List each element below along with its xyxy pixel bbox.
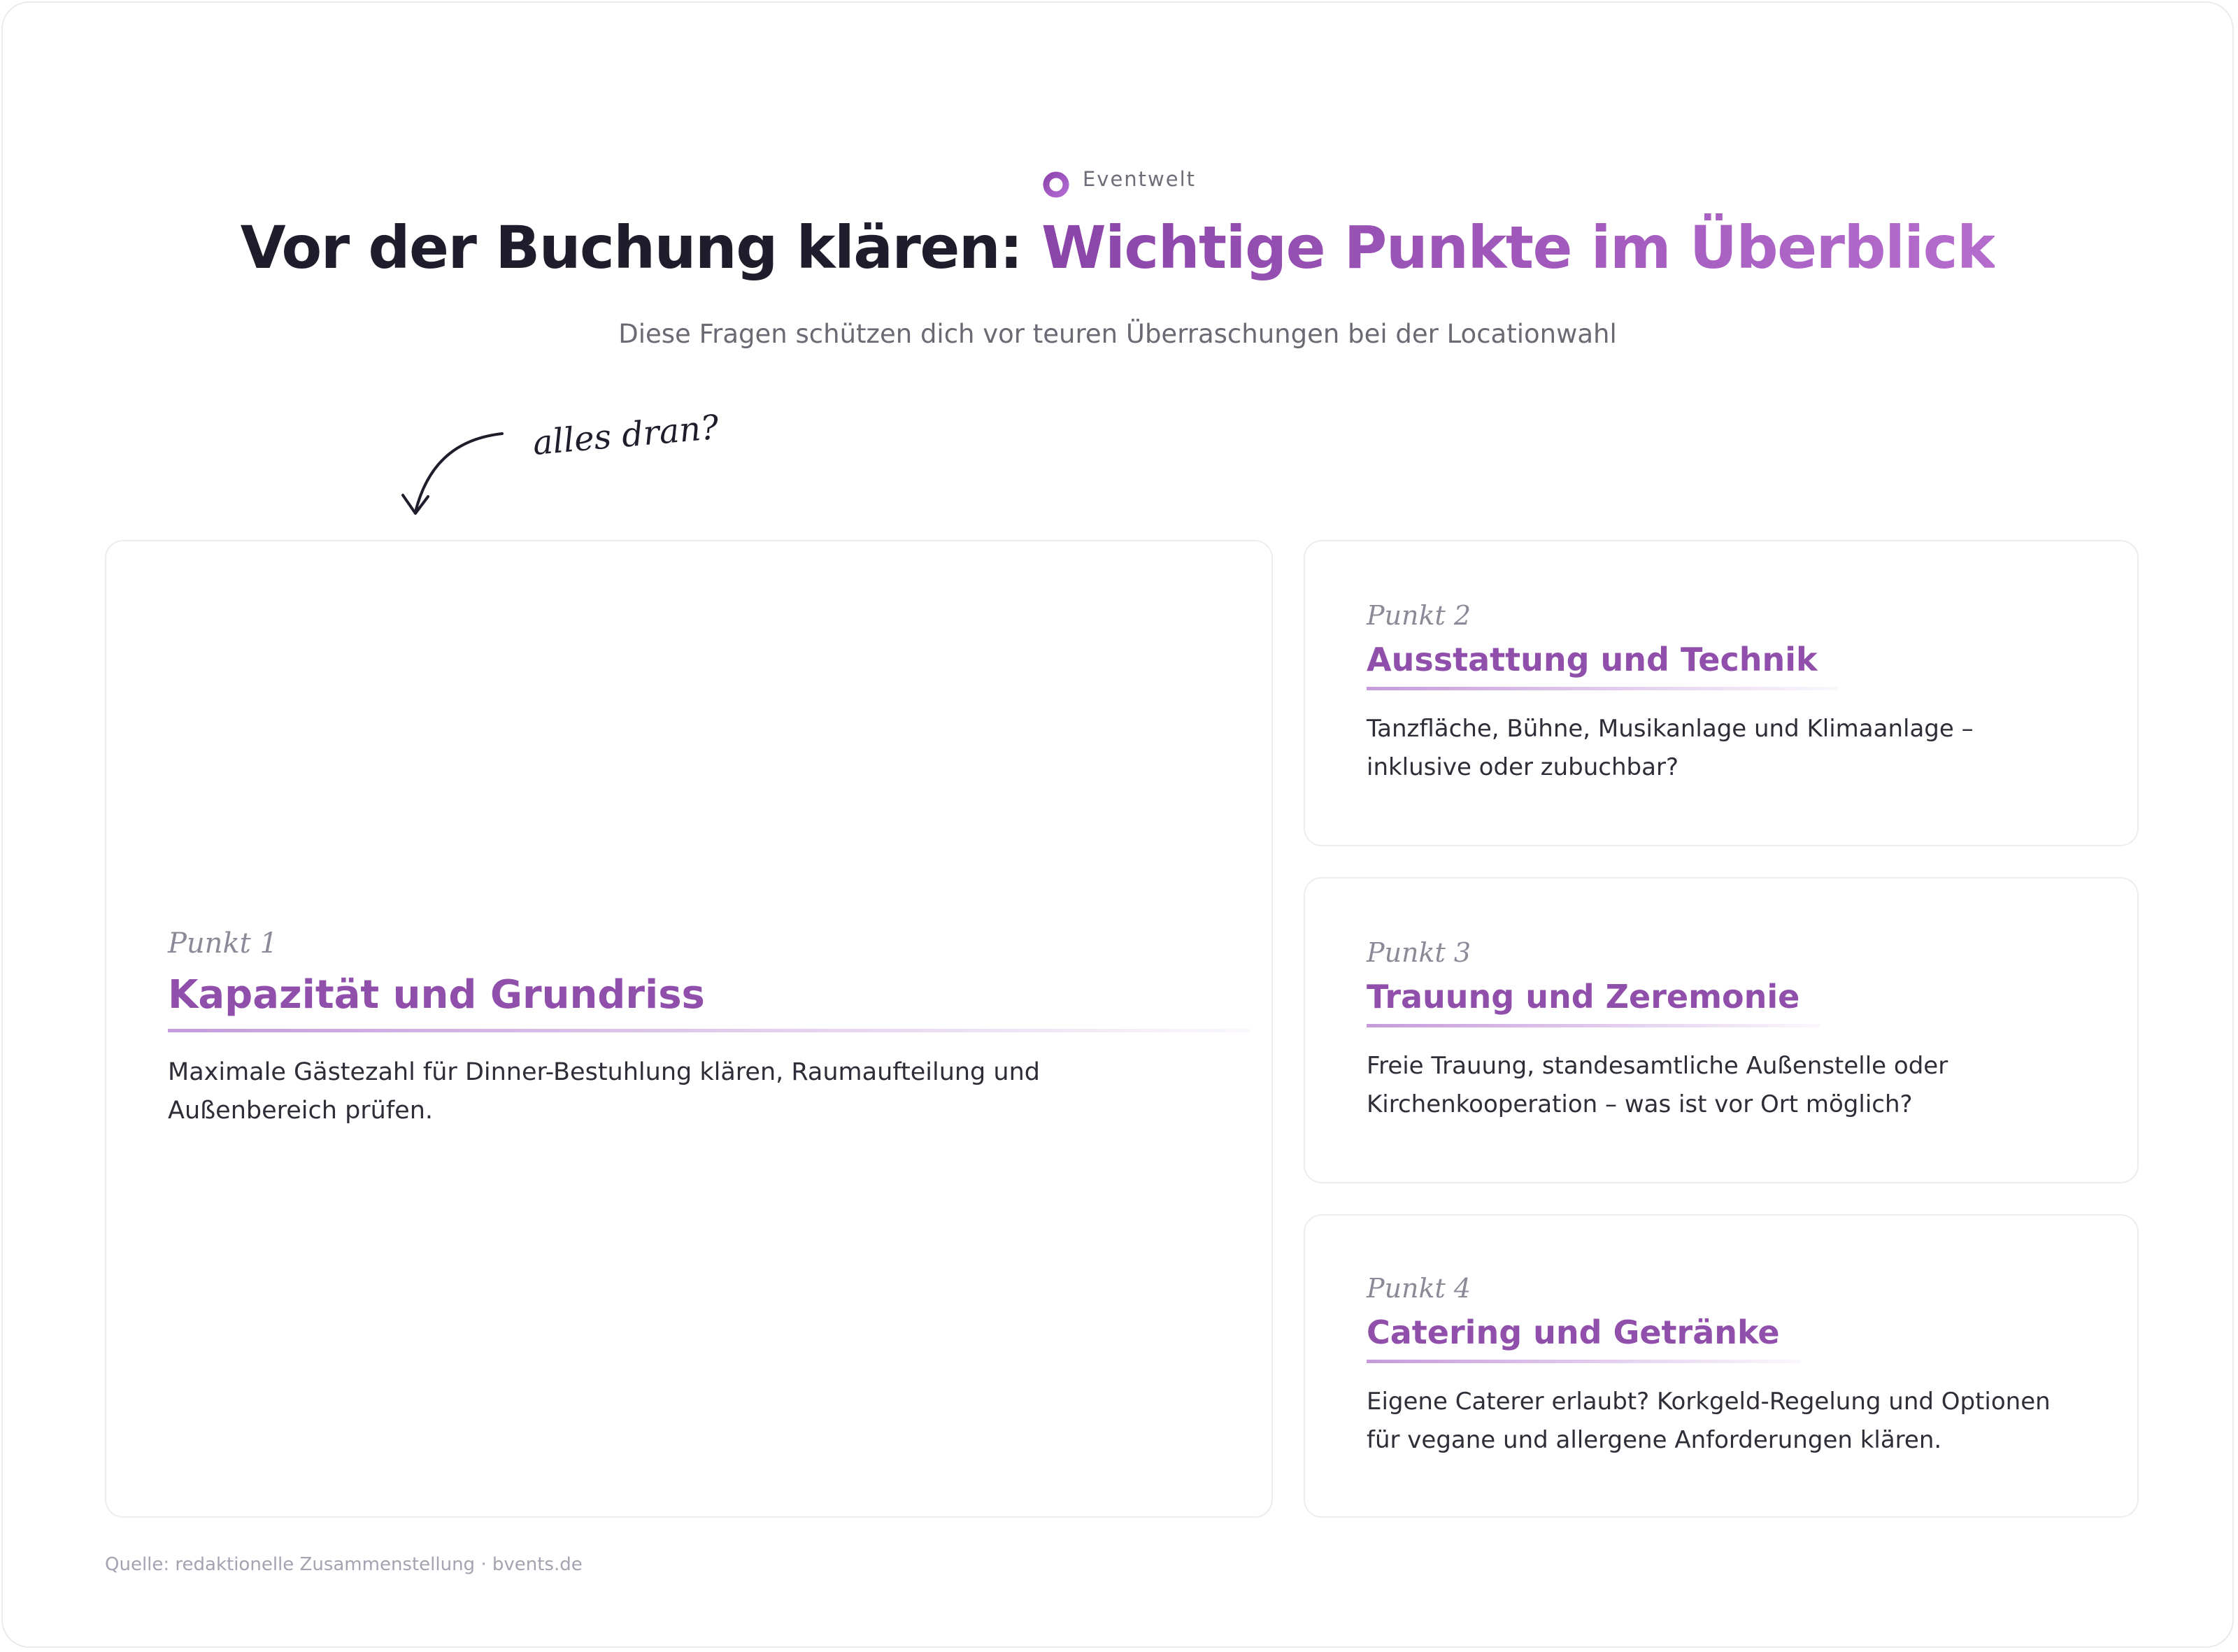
page-frame: [1, 1, 2234, 1648]
brand-header: [3, 157, 2232, 201]
annotation-text: alles dran?: [531, 407, 720, 463]
card-point-1: [105, 540, 1273, 1518]
card-description: Freie Trauung, standesamtliche Außenstelle oder Kirchenkooperation – was ist vor Ort möglich?: [1367, 1051, 1948, 1118]
source-note: Quelle: redaktionelle Zusammenstellung · bvents.de: [105, 1554, 583, 1575]
card-title: Catering und Getränke: [1367, 1313, 1780, 1351]
card-title: Trauung und Zeremonie: [1367, 977, 1800, 1016]
b-logo-icon: [1039, 159, 1070, 199]
card-label: Punkt 3: [1367, 937, 1471, 968]
card-point-4: [1304, 1214, 2139, 1518]
card-point-2: [1304, 540, 2139, 846]
card-description: Tanzfläche, Bühne, Musikanlage und Klimaanlage – inklusive oder zubuchbar?: [1367, 714, 1974, 781]
card-label: Punkt 1: [168, 927, 278, 960]
card-label: Punkt 2: [1367, 599, 1471, 631]
card-description: Maximale Gästezahl für Dinner-Bestuhlung klären, Raumaufteilung und Außenbereich prüfen.: [168, 1058, 1040, 1125]
page-title: [3, 213, 2232, 283]
card-point-3: [1304, 877, 2139, 1183]
card-description: Eigene Caterer erlaubt? Korkgeld-Regelung und Optionen für vegane und allergene Anforderungen klären.: [1367, 1387, 2051, 1454]
title-main: Vor der Buchung klären:: [240, 213, 1041, 282]
card-label: Punkt 4: [1367, 1272, 1471, 1304]
curved-arrow-icon: [387, 422, 513, 527]
page-subtitle: Diese Fragen schützen dich vor teuren Überraschungen bei der Locationwahl: [618, 319, 1617, 349]
card-title: Ausstattung und Technik: [1367, 640, 1818, 678]
brand-name: Eventwelt: [1082, 167, 1197, 191]
title-accent: Wichtige Punkte im Überblick: [1041, 213, 1995, 282]
card-title: Kapazität und Grundriss: [168, 972, 705, 1018]
